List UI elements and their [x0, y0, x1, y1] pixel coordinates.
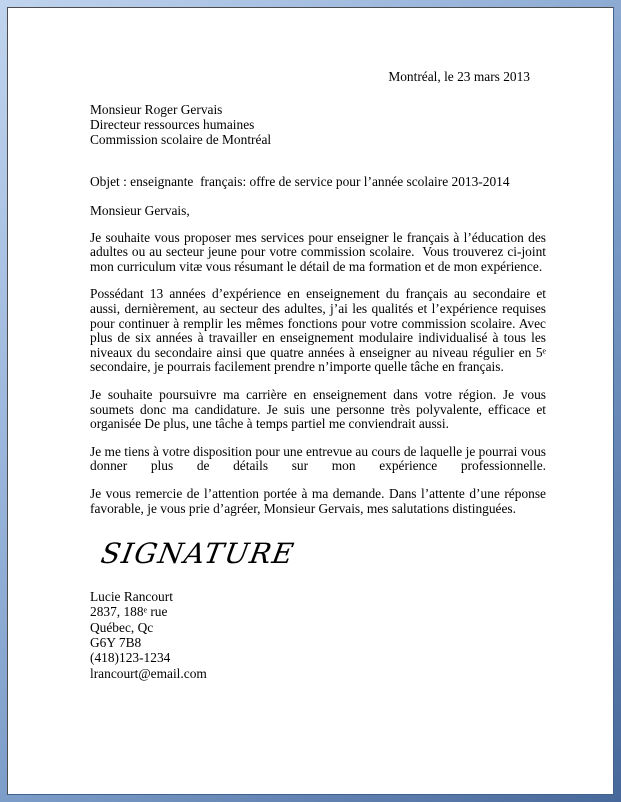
paragraph-closing: Je vous remercie de l’attention portée à ma demande. Dans l’attente d’une réponse favorable, je vous prie d’agréer, Monsieur Gervais, mes salutations distinguées.	[90, 485, 546, 516]
signature-script: SIGNATURE	[98, 537, 298, 571]
recipient-block	[90, 102, 546, 148]
sender-block	[90, 589, 546, 681]
paragraph-candidature: Je souhaite poursuivre ma carrière en enseignement dans votre région. Je vous soumets donc ma candidature. Je suis une personne très polyvalente, efficace et organisée De plus, une tâche à temps partiel me conviendrait aussi.	[90, 387, 546, 432]
recipient-name: Monsieur Roger Gervais	[90, 101, 223, 117]
sender-name: Lucie Rancourt	[90, 588, 173, 604]
sender-phone: (418)123-1234	[90, 650, 171, 666]
paragraph-interview-line1: Je me tiens à votre disposition pour une entrevue au cours de laquelle je pourrai vous	[90, 443, 546, 459]
salutation: Monsieur Gervais,	[90, 203, 190, 219]
paragraph-interview	[90, 445, 546, 474]
paragraph-interview-line2: donner plus de détails sur mon expérience professionnelle.	[90, 458, 546, 474]
sender-city: Québec, Qc	[90, 619, 154, 635]
paragraph-experience: Possédant 13 années d’expérience en enseignement du français au secondaire et aussi, dernièrement, au secteur des adultes, j’ai les qualités et l’expérience requises pour continuer à remplir les mêmes fonctions pour votre commission scolaire. Avec plus de six années à travailler en enseignement modulaire individualisé à tous les niveaux du secondaire ainsi que quatre années à enseigner au niveau régulier en 5ᵉ secondaire, je pourrais facilement prendre n’importe quelle tâche en français.	[90, 286, 546, 375]
subject-line: Objet : enseignante français: offre de service pour l’année scolaire 2013-2014	[90, 174, 510, 190]
sender-email: lrancourt@email.com	[90, 665, 207, 681]
paragraph-services-offer: Je souhaite vous proposer mes services pour enseigner le français à l’éducation des adultes ou au secteur jeune pour votre commission scolaire. Vous trouverez ci-joint mon curriculum vitæ vous résumant le détail de ma formation et de mon expérience.	[90, 229, 546, 274]
sender-postal-code: G6Y 7B8	[90, 634, 142, 650]
sender-street: 2837, 188ᵉ rue	[90, 604, 168, 620]
letter-page	[7, 7, 614, 795]
date-line: Montréal, le 23 mars 2013	[388, 69, 530, 84]
recipient-title: Directeur ressources humaines	[90, 116, 255, 132]
recipient-organization: Commission scolaire de Montréal	[90, 132, 272, 148]
